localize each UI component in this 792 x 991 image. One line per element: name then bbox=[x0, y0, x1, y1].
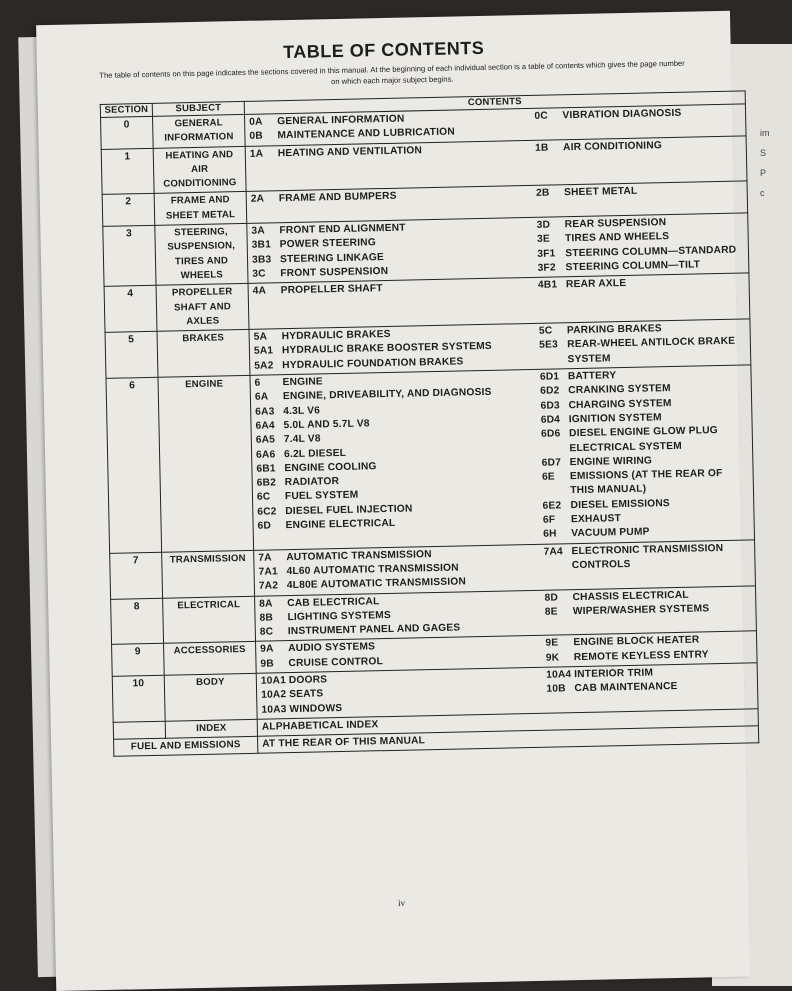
entry-code: 10A1 bbox=[260, 675, 287, 687]
facing-page-fragment: P bbox=[760, 168, 767, 178]
entry-title: AUTOMATIC TRANSMISSION bbox=[286, 548, 432, 563]
facing-page-fragment: im bbox=[760, 128, 770, 138]
page-number: iv bbox=[397, 897, 406, 908]
section-subject: PROPELLER SHAFT AND AXLES bbox=[156, 284, 249, 332]
entry-code: 6A3 bbox=[255, 406, 275, 418]
entry-code: 6A6 bbox=[256, 448, 276, 461]
entry-code: 1B bbox=[534, 142, 549, 154]
entry-code: 6A bbox=[254, 391, 269, 404]
entry-code: 0A bbox=[249, 116, 263, 128]
index-subject: INDEX bbox=[165, 719, 257, 738]
section-number: 0 bbox=[101, 116, 154, 149]
page-title: TABLE OF CONTENTS bbox=[282, 37, 485, 63]
entry-code: 6D2 bbox=[540, 385, 560, 398]
section-subject: STEERING, SUSPENSION, TIRES AND WHEELS bbox=[155, 223, 248, 285]
entry-title: 6.2L DIESEL bbox=[283, 447, 347, 460]
entry-title: WIPER/WASHER SYSTEMS bbox=[572, 603, 710, 617]
entry-code: 8C bbox=[259, 626, 274, 638]
entry-code: 3B1 bbox=[251, 239, 272, 252]
entry-title: SEATS bbox=[289, 688, 324, 701]
entry-title: 4.3L V6 bbox=[283, 405, 321, 417]
entry-title: 4L80E AUTOMATIC TRANSMISSION bbox=[286, 576, 467, 592]
entry-code: 10A2 bbox=[261, 689, 287, 701]
entry-code: 5A bbox=[253, 331, 268, 343]
entry-code: 6 bbox=[254, 377, 261, 389]
intro-paragraph: The table of contents on this page indicates the sections covered in this manual. At the beginning of each individual section is a table of contents which gives the page number on which each major subject begins. bbox=[99, 58, 685, 87]
entry-code: 6E2 bbox=[542, 500, 562, 512]
entry-code: 6D1 bbox=[539, 371, 560, 383]
entry-code: 3F2 bbox=[537, 262, 556, 274]
entry-title: FUEL SYSTEM bbox=[284, 490, 359, 503]
contents-entry bbox=[534, 106, 741, 125]
entry-code: 9E bbox=[545, 637, 559, 650]
entry-code: 8E bbox=[544, 606, 558, 618]
entry-code: 0B bbox=[249, 130, 264, 143]
contents-entry bbox=[542, 467, 749, 500]
table-body bbox=[101, 104, 759, 757]
entry-code: 6C bbox=[256, 491, 271, 504]
entry-title: HEATING AND VENTILATION bbox=[277, 144, 423, 159]
entry-code: 6A4 bbox=[255, 420, 275, 432]
contents-table bbox=[100, 90, 760, 757]
entry-code: 6E bbox=[541, 471, 556, 483]
entry-title: MAINTENANCE AND LUBRICATION bbox=[277, 126, 455, 142]
entry-title: LIGHTING SYSTEMS bbox=[287, 609, 392, 623]
entry-code: 2A bbox=[250, 194, 265, 206]
entry-code: 6B1 bbox=[256, 463, 276, 475]
contents-entry bbox=[253, 279, 539, 299]
entry-title: 5.0L AND 5.7L V8 bbox=[283, 418, 370, 432]
entry-title: TIRES AND WHEELS bbox=[564, 231, 670, 245]
entry-title: STEERING COLUMN—TILT bbox=[565, 259, 701, 274]
entry-code: 7A4 bbox=[543, 545, 563, 558]
entry-title: SHEET METAL bbox=[563, 186, 638, 199]
entry-title: FRONT END ALIGNMENT bbox=[279, 222, 406, 237]
contents-entry bbox=[543, 541, 750, 574]
section-number: 6 bbox=[106, 377, 162, 553]
entry-code: 6A5 bbox=[255, 434, 276, 446]
fuel-emissions-label: FUEL AND EMISSIONS bbox=[114, 736, 258, 756]
entry-code: 3A bbox=[251, 225, 265, 237]
entry-title: CAB ELECTRICAL bbox=[287, 595, 380, 609]
section-contents bbox=[247, 213, 749, 284]
entry-code: 3D bbox=[536, 219, 551, 231]
section-number: 3 bbox=[103, 225, 156, 286]
entry-code: 8D bbox=[544, 591, 559, 604]
entry-title: BATTERY bbox=[567, 370, 617, 383]
entry-code: 6H bbox=[543, 528, 557, 541]
entry-code: 6D bbox=[257, 520, 272, 532]
section-number: 1 bbox=[101, 148, 154, 195]
entry-code: 6D7 bbox=[541, 457, 562, 469]
section-subject: BODY bbox=[164, 673, 257, 721]
entry-title: AIR CONDITIONING bbox=[562, 139, 663, 153]
entry-title: CRUISE CONTROL bbox=[288, 655, 384, 669]
entry-code: 10A4 bbox=[546, 669, 572, 681]
entry-title: HYDRAULIC BRAKE BOOSTER SYSTEMS bbox=[281, 341, 492, 357]
entry-code: 5C bbox=[538, 325, 553, 337]
entry-title: HYDRAULIC BRAKES bbox=[281, 329, 391, 343]
entry-code: 10A3 bbox=[261, 703, 287, 716]
entry-title: VIBRATION DIAGNOSIS bbox=[562, 107, 682, 122]
entry-title: ENGINE COOLING bbox=[284, 461, 377, 474]
entry-title: 4L60 AUTOMATIC TRANSMISSION bbox=[286, 562, 459, 578]
section-subject: ENGINE bbox=[158, 375, 254, 551]
section-number: 5 bbox=[105, 331, 158, 378]
entry-title: REMOTE KEYLESS ENTRY bbox=[573, 649, 709, 663]
facing-page-fragment: S bbox=[760, 148, 767, 158]
entry-code: 7A bbox=[258, 552, 272, 564]
entry-code: 3E bbox=[536, 233, 551, 246]
entry-title: IGNITION SYSTEM bbox=[568, 412, 662, 426]
entry-code: 8B bbox=[259, 612, 274, 624]
section-subject: HEATING AND AIR CONDITIONING bbox=[153, 146, 246, 194]
fuel-emissions-contents: AT THE REAR OF THIS MANUAL bbox=[258, 726, 759, 754]
entry-title: VACUUM PUMP bbox=[571, 526, 650, 540]
header-subject: SUBJECT bbox=[152, 101, 244, 116]
entry-title: INTERIOR TRIM bbox=[574, 667, 654, 681]
index-contents: ALPHABETICAL INDEX bbox=[257, 709, 758, 737]
section-contents bbox=[250, 365, 755, 550]
entry-title: REAR SUSPENSION bbox=[564, 217, 667, 231]
entry-code: 5E3 bbox=[539, 339, 559, 352]
entry-title: GENERAL INFORMATION bbox=[277, 113, 405, 128]
section-number: 9 bbox=[112, 644, 165, 677]
entry-code: 7A1 bbox=[258, 566, 278, 578]
entry-code: 10B bbox=[546, 683, 566, 696]
entry-title: STEERING COLUMN—STANDARD bbox=[565, 244, 737, 259]
section-number: 8 bbox=[111, 598, 164, 645]
entry-title: EXHAUST bbox=[570, 513, 622, 526]
table-row bbox=[106, 365, 755, 553]
entry-code: 1A bbox=[249, 148, 264, 160]
entry-code: 7A2 bbox=[258, 580, 279, 592]
entry-title: HYDRAULIC FOUNDATION BRAKES bbox=[282, 356, 464, 371]
entry-title: ENGINE BLOCK HEATER bbox=[573, 634, 700, 649]
entry-code: 0C bbox=[534, 110, 549, 122]
entry-title: 7.4L V8 bbox=[283, 433, 321, 446]
contents-entry bbox=[250, 141, 536, 161]
entry-code: 6B2 bbox=[256, 477, 277, 489]
section-subject: ELECTRICAL bbox=[163, 596, 256, 644]
entry-title: CHARGING SYSTEM bbox=[568, 397, 672, 411]
entry-title: POWER STEERING bbox=[279, 237, 377, 251]
entry-title: REAR-WHEEL ANTILOCK BRAKE SYSTEM bbox=[567, 336, 736, 365]
entry-code: 2B bbox=[535, 188, 550, 200]
facing-page-fragment: c bbox=[760, 188, 765, 198]
section-subject: FRAME AND SHEET METAL bbox=[154, 192, 247, 226]
entry-title: FRAME AND BUMPERS bbox=[278, 191, 397, 205]
entry-code: 6C2 bbox=[257, 506, 277, 518]
entry-title: CRANKING SYSTEM bbox=[568, 383, 671, 397]
section-subject: GENERAL INFORMATION bbox=[153, 114, 246, 148]
section-subject: TRANSMISSION bbox=[162, 550, 255, 598]
index-section-empty bbox=[113, 721, 165, 739]
entry-title: REAR AXLE bbox=[565, 278, 627, 291]
entry-code: 5A2 bbox=[254, 360, 274, 372]
entry-code: 6D6 bbox=[541, 428, 561, 441]
entry-code: 3B3 bbox=[251, 254, 272, 266]
entry-title: EMISSIONS (AT THE REAR OF THIS MANUAL) bbox=[569, 468, 723, 497]
entry-title: AUDIO SYSTEMS bbox=[288, 641, 376, 655]
contents-entry bbox=[251, 187, 537, 207]
entry-title: FRONT SUSPENSION bbox=[280, 265, 389, 280]
entry-title: INSTRUMENT PANEL AND GAGES bbox=[287, 622, 461, 638]
contents-entry bbox=[545, 601, 752, 620]
entry-code: 3C bbox=[252, 268, 266, 280]
entry-title: CHASSIS ELECTRICAL bbox=[572, 589, 689, 603]
entry-title: PROPELLER SHAFT bbox=[280, 283, 383, 297]
entry-code: 8A bbox=[259, 597, 273, 610]
entry-title: ENGINE ELECTRICAL bbox=[285, 517, 396, 532]
contents-entry bbox=[538, 275, 745, 294]
entry-title: CAB MAINTENANCE bbox=[574, 681, 678, 695]
entry-title: ENGINE bbox=[282, 376, 323, 389]
section-subject: BRAKES bbox=[157, 330, 250, 378]
section-number: 10 bbox=[112, 675, 165, 722]
entry-code: 6F bbox=[542, 514, 556, 526]
contents-entry bbox=[546, 679, 753, 698]
entry-code: 9B bbox=[260, 658, 275, 670]
header-section: SECTION bbox=[100, 103, 152, 117]
section-number: 2 bbox=[102, 194, 155, 227]
section-subject: ACCESSORIES bbox=[164, 642, 257, 676]
entry-code: 4B1 bbox=[537, 279, 558, 292]
manual-page bbox=[36, 11, 750, 991]
entry-code: 4A bbox=[252, 285, 267, 298]
entry-code: 9A bbox=[260, 643, 274, 656]
header-contents: CONTENTS bbox=[244, 91, 745, 114]
entry-title: ELECTRONIC TRANSMISSION CONTROLS bbox=[571, 542, 724, 572]
entry-title: PARKING BRAKES bbox=[566, 323, 662, 337]
entry-title: RADIATOR bbox=[284, 476, 340, 489]
entry-code: 6D4 bbox=[540, 414, 561, 426]
entry-title: STEERING LINKAGE bbox=[279, 251, 385, 265]
entry-title: DIESEL FUEL INJECTION bbox=[285, 503, 413, 517]
contents-entry bbox=[539, 335, 746, 368]
entry-code: 3F1 bbox=[537, 248, 556, 260]
section-number: 7 bbox=[110, 552, 163, 599]
contents-entry bbox=[536, 183, 743, 202]
entry-code: 6D3 bbox=[540, 400, 560, 412]
contents-entry bbox=[535, 137, 742, 156]
entry-title: WINDOWS bbox=[289, 702, 343, 715]
section-number: 4 bbox=[104, 286, 157, 333]
entry-title: DOORS bbox=[288, 674, 328, 687]
entry-title: ENGINE, DRIVEABILITY, AND DIAGNOSIS bbox=[282, 387, 492, 403]
entry-title: ENGINE WIRING bbox=[569, 455, 653, 469]
entry-title: DIESEL ENGINE GLOW PLUG ELECTRICAL SYSTEM bbox=[568, 425, 718, 454]
entry-code: 9K bbox=[545, 652, 560, 664]
entry-title: DIESEL EMISSIONS bbox=[570, 497, 670, 511]
entry-code: 5A1 bbox=[253, 345, 274, 358]
contents-entry bbox=[541, 424, 748, 457]
